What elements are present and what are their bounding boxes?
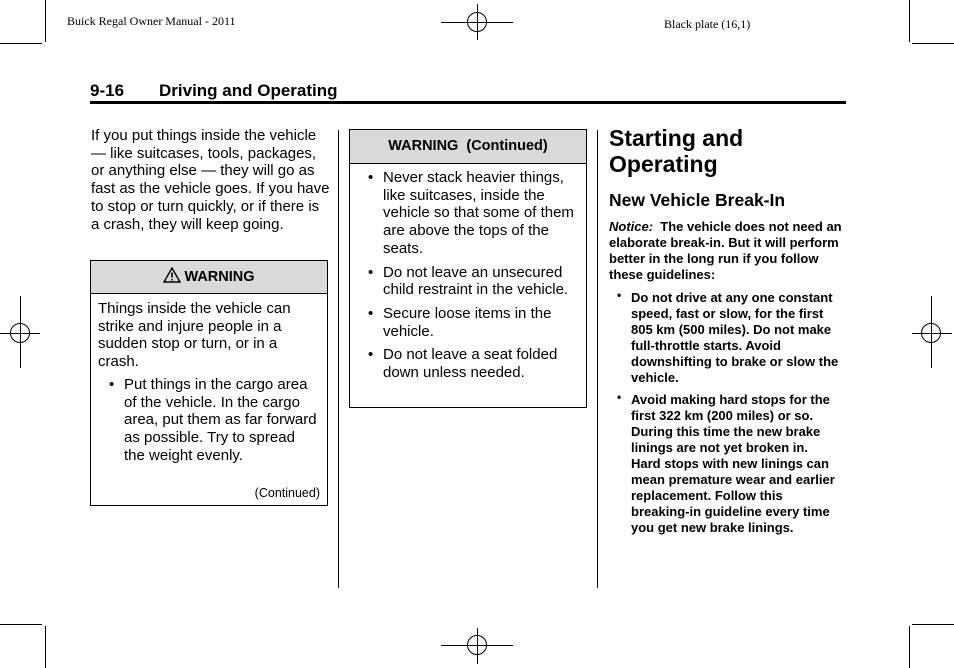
notice-label: Notice:	[609, 219, 654, 234]
warning-box	[90, 260, 328, 506]
warning-triangle-icon	[163, 267, 181, 283]
column-divider	[338, 130, 339, 588]
crop-mark	[45, 0, 46, 42]
crop-mark	[45, 626, 46, 668]
list-item: • Secure loose items in the vehicle.	[350, 305, 576, 340]
warning-continued-header: WARNING (Continued)	[350, 130, 586, 164]
crop-mark	[0, 43, 42, 44]
crop-mark	[0, 624, 42, 625]
crop-mark	[912, 43, 954, 44]
intro-paragraph: If you put things inside the vehicle — like suitcases, tools, packages, or anything else — they will go as fast as the vehicle goes. If you have to stop or turn quickly, or if there is a crash, they will keep going.	[91, 127, 330, 233]
header-rule	[90, 101, 846, 104]
warning-label: WARNING	[184, 269, 255, 285]
manual-title: Buick Regal Owner Manual - 2011	[67, 14, 236, 28]
list-item: • Do not drive at any one constant speed, fast or slow, for the first 805 km (500 miles). Do not make full-throttle starts. Avoid downshifting to brake or slow the vehicle.	[609, 290, 839, 386]
list-item: • Do not leave a seat folded down unless needed.	[350, 346, 576, 381]
warning-header	[91, 261, 327, 294]
list-item: • Avoid making hard stops for the first 322 km (200 miles) or so. During this time the new brake linings are not yet broken in. Hard stops with new linings can mean premature wear and earlier replacement. Follow this breaking-in guideline every time you get new brake linings.	[609, 392, 839, 536]
break-in-guidelines	[609, 290, 839, 536]
list-item: • Never stack heavier things, like suitcases, inside the vehicle so that some of them are above the tops of the seats.	[350, 169, 576, 258]
continued-label: (Continued)	[254, 486, 320, 500]
notice-text: The vehicle does not need an elaborate break-in. But it will perform better in the long run if you follow these guidelines:	[609, 219, 842, 282]
column-divider	[597, 130, 598, 588]
subheading: New Vehicle Break-In	[609, 190, 786, 210]
crop-mark	[909, 626, 910, 668]
list-item: • Put things in the cargo area of the vehicle. In the cargo area, put them as far forward as possible. Try to spread the weight evenly.	[91, 376, 319, 465]
list-item: • Do not leave an unsecured child restraint in the vehicle.	[350, 264, 576, 299]
crop-mark	[909, 0, 910, 42]
warning-continued-box	[349, 129, 587, 408]
plate-label: Black plate (16,1)	[664, 17, 751, 31]
page-number: 9-16	[90, 81, 125, 100]
warning-continued-bullets	[350, 169, 586, 382]
section-heading: Starting and Operating	[609, 125, 744, 177]
warning-bullets	[91, 376, 327, 465]
section-title: Driving and Operating	[159, 81, 338, 100]
crop-mark	[912, 624, 954, 625]
notice-paragraph	[609, 219, 845, 283]
warning-text: Things inside the vehicle can strike and injure people in a sudden stop or turn, or in a crash.	[98, 300, 291, 371]
